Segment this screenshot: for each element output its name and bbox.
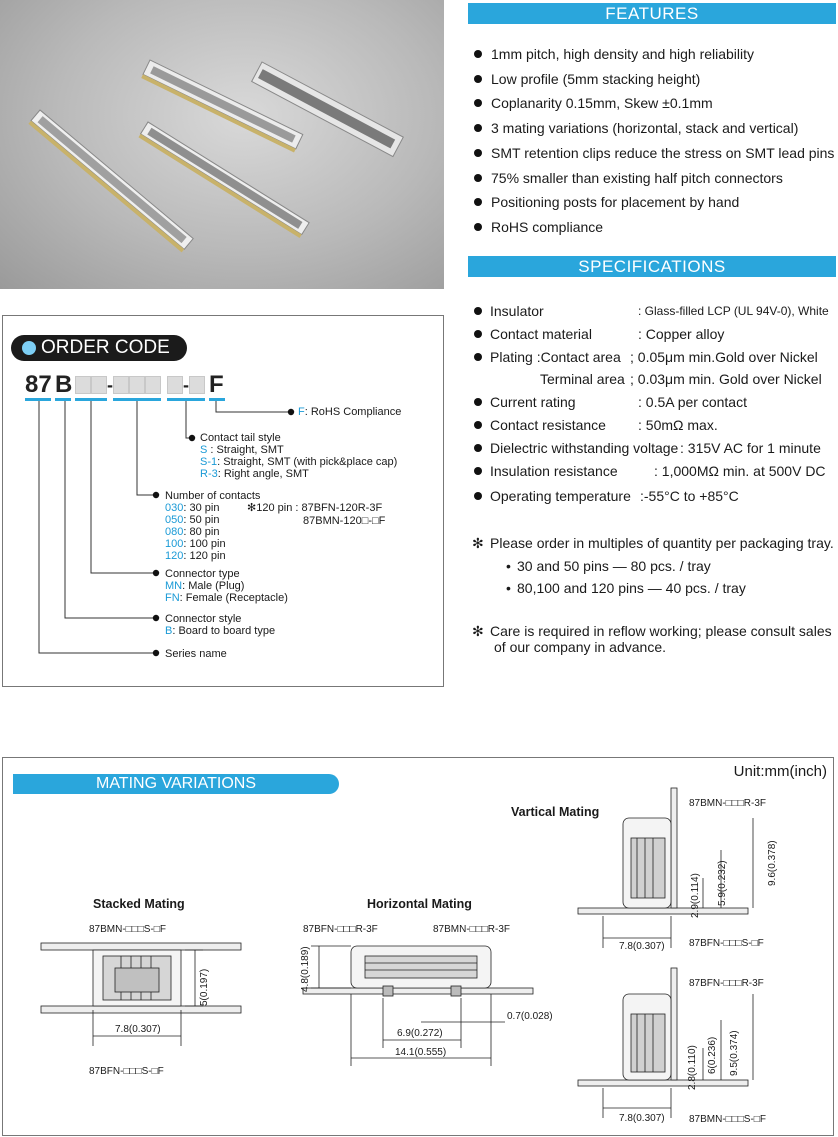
spec-value: : 315V AC for 1 minute — [680, 440, 821, 456]
connector-illustration — [0, 0, 444, 289]
list-item: 75% smaller than existing half pitch connectors — [472, 166, 838, 191]
spec-value: : 0.5A per contact — [638, 394, 747, 410]
vertical-bottom-part-2: 87BMN-□□□S-□F — [689, 1114, 766, 1125]
connector-type-title: Connector type — [165, 568, 240, 580]
order-code-box — [2, 315, 444, 687]
vertical-top-part-1: 87BMN-□□□R-3F — [689, 798, 767, 809]
spec-value: : Copper alloy — [638, 326, 725, 342]
list-item: RoHS compliance — [472, 215, 838, 240]
contacts-note-1: ✻120 pin : 87BFN-120R-3F — [247, 502, 383, 514]
horizontal-dim-inner: 6.9(0.272) — [397, 1028, 443, 1039]
code-series: 87 — [25, 371, 52, 398]
spec-value: ; 0.03μm min. Gold over Nickel — [630, 371, 822, 387]
spec-value: : Glass-filled LCP (UL 94V-0), White — [638, 304, 829, 318]
stacked-dim-width: 7.8(0.307) — [115, 1024, 161, 1035]
contacts-option: 120: 120 pin — [165, 550, 226, 562]
vertical-dim-b-1: 5.9(0.232) — [717, 860, 728, 906]
vertical-dim-a-2: 2.8(0.110) — [687, 1045, 698, 1090]
list-item: 3 mating variations (horizontal, stack and vertical) — [472, 116, 838, 141]
order-note-asterisk: ✻ — [472, 535, 484, 551]
spec-row-insulator — [472, 301, 838, 321]
list-item: Low profile (5mm stacking height) — [472, 67, 838, 92]
connector-style-option: B: Board to board type — [165, 625, 276, 637]
series-name-title: Series name — [165, 648, 227, 660]
stacked-top-part: 87BMN-□□□S-□F — [89, 924, 166, 935]
list-item: SMT retention clips reduce the stress on SMT lead pins — [472, 141, 838, 166]
features-heading: FEATURES — [468, 3, 836, 24]
tray-bullet: • — [506, 580, 511, 596]
stacked-dim-height: 5(0.197) — [199, 968, 210, 1006]
reflow-note-asterisk: ✻ — [472, 623, 484, 639]
mating-heading: MATING VARIATIONS — [13, 774, 339, 794]
spec-value: : 50mΩ max. — [638, 417, 718, 433]
connector-type-option: MN: Male (Plug) — [165, 580, 245, 592]
contacts-title: Number of contacts — [165, 490, 261, 502]
spec-row-insulation — [472, 461, 838, 481]
spec-label: Current rating — [490, 394, 576, 410]
spec-row-current — [472, 392, 838, 412]
spec-label: Insulator — [490, 303, 544, 319]
spec-label: Insulation resistance — [490, 463, 618, 479]
horizontal-dim-height: 4.8(0.189) — [300, 946, 311, 992]
horizontal-left-part: 87BFN-□□□R-3F — [303, 924, 378, 935]
list-item: Positioning posts for placement by hand — [472, 190, 838, 215]
code-b: B — [55, 371, 73, 398]
stacked-bottom-part: 87BFN-□□□S-□F — [89, 1066, 164, 1077]
product-photo — [0, 0, 444, 289]
order-note: Please order in multiples of quantity per packaging tray. — [490, 535, 834, 551]
horizontal-dim-total: 14.1(0.555) — [395, 1047, 447, 1058]
contacts-option: 080: 80 pin — [165, 526, 220, 538]
tray-bullet: • — [506, 558, 511, 574]
connector-style-title: Connector style — [165, 613, 242, 625]
vertical-dim-a-1: 2.9(0.114) — [690, 873, 701, 918]
spec-row-temperature — [472, 486, 838, 506]
spec-value: ; 0.05μm min.Gold over Nickel — [630, 349, 818, 365]
code-f: F — [209, 371, 224, 398]
vertical-dim-b-2: 6(0.236) — [707, 1036, 718, 1074]
tray-note-2: 80,100 and 120 pins — 40 pcs. / tray — [517, 580, 746, 596]
vertical-top-part-2: 87BFN-□□□R-3F — [689, 978, 764, 989]
code-dash: - — [183, 375, 189, 395]
horizontal-dim-gap: 0.7(0.028) — [507, 1011, 553, 1022]
spec-row-contact-material — [472, 324, 838, 344]
spec-row-plating-contact — [472, 347, 838, 367]
spec-label: Operating temperature — [490, 488, 631, 504]
spec-label: Contact material — [490, 326, 592, 342]
list-item: Coplanarity 0.15mm, Skew ±0.1mm — [472, 91, 838, 116]
mating-variations-box — [2, 757, 834, 1136]
vertical-dim-w-1: 7.8(0.307) — [619, 941, 665, 952]
stacked-title: Stacked Mating — [93, 897, 185, 911]
horizontal-title: Horizontal Mating — [367, 897, 472, 911]
rohs-option: F: RoHS Compliance — [298, 406, 402, 418]
vertical-bottom-part-1: 87BFN-□□□S-□F — [689, 938, 764, 949]
vertical-dim-c-1: 9.6(0.378) — [767, 840, 778, 886]
spec-label: Dielectric withstanding voltage — [490, 440, 679, 456]
connector-type-option: FN: Female (Receptacle) — [165, 592, 288, 604]
unit-label: Unit:mm(inch) — [733, 763, 827, 780]
contacts-note-2: 87BMN-120□-□F — [303, 515, 386, 527]
spec-value: :-55°C to +85°C — [640, 488, 739, 504]
horizontal-right-part: 87BMN-□□□R-3F — [433, 924, 511, 935]
tail-style-option: R-3: Right angle, SMT — [200, 468, 309, 480]
spec-value: : 1,000MΩ min. at 500V DC — [654, 463, 826, 479]
tail-style-title: Contact tail style — [200, 432, 281, 444]
vertical-dim-c-2: 9.5(0.374) — [729, 1030, 740, 1076]
vertical-title: Vartical Mating — [511, 805, 600, 819]
reflow-note-1: Care is required in reflow working; please consult sales — [490, 623, 832, 639]
spec-row-dielectric — [472, 438, 838, 458]
spec-label: Contact resistance — [490, 417, 606, 433]
spec-label: Plating :Contact area — [490, 349, 621, 365]
contacts-option: 050: 50 pin — [165, 514, 220, 526]
contacts-option: 030: 30 pin — [165, 502, 220, 514]
vertical-drawing-2 — [578, 968, 753, 1118]
spec-label: Terminal area — [540, 371, 625, 387]
contacts-option: 100: 100 pin — [165, 538, 226, 550]
tail-style-option: S : Straight, SMT — [200, 444, 284, 456]
list-item: 1mm pitch, high density and high reliability — [472, 42, 838, 67]
features-list — [472, 42, 838, 240]
vertical-dim-w-2: 7.8(0.307) — [619, 1113, 665, 1124]
order-code-title: ORDER CODE — [41, 337, 170, 358]
code-dash: - — [107, 375, 113, 395]
tray-note-1: 30 and 50 pins — 80 pcs. / tray — [517, 558, 711, 574]
reflow-note-2: of our company in advance. — [494, 639, 666, 655]
specifications-heading: SPECIFICATIONS — [468, 256, 836, 277]
spec-row-plating-terminal — [472, 369, 838, 389]
tail-style-option: S-1: Straight, SMT (with pick&place cap) — [200, 456, 398, 468]
spec-row-contact-resistance — [472, 415, 838, 435]
